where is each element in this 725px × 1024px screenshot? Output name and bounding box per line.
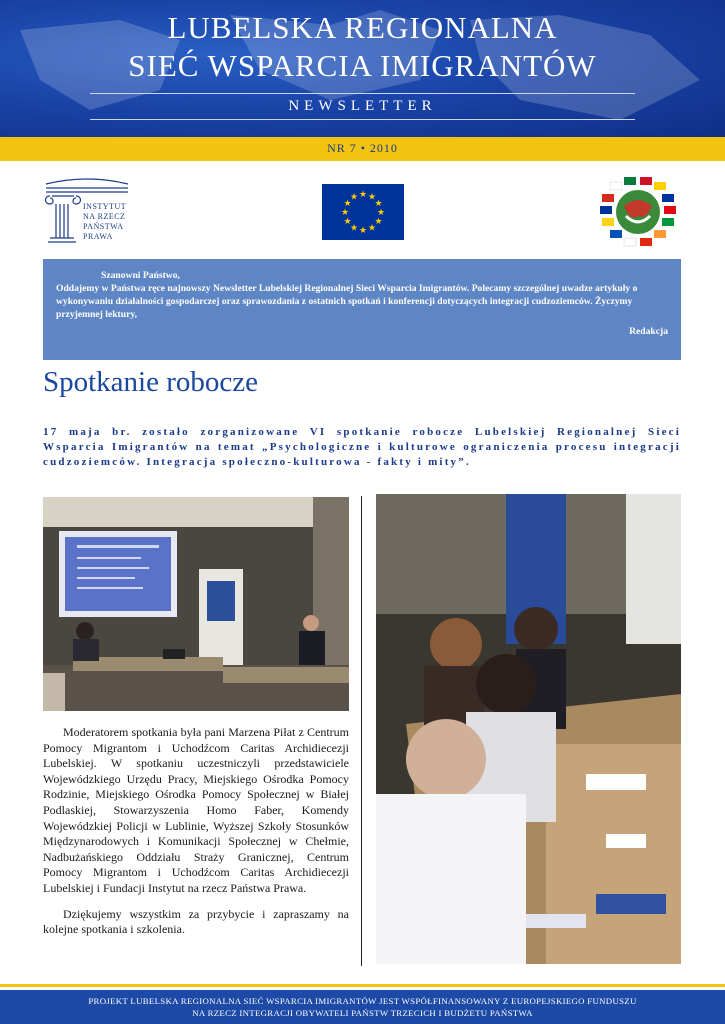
ipp-logo-text xyxy=(83,202,126,242)
ipp-logo-line3: PAŃSTWA xyxy=(83,222,124,231)
newsletter-label: NEWSLETTER xyxy=(288,98,437,114)
svg-text:★: ★ xyxy=(340,208,350,218)
flags-globe-logo xyxy=(596,176,680,248)
svg-text:★: ★ xyxy=(374,199,383,209)
funding-footer xyxy=(0,990,725,1024)
footer-yellow-rule xyxy=(0,984,725,987)
intro-body: Oddajemy w Państwa ręce najnowszy Newsletter Lubelskiej Regionalnej Sieci Wsparcia Imigrantów. Polecamy szczególnej uwadze artykuły o wykonywaniu działalności gospodarczej oraz sprawozdania z ostatnich spotkań i konferencji dotyczących integracji cudzoziemców. Życzymy przyjemnej lektury, xyxy=(56,283,638,320)
article-paragraph-2: Dziękujemy wszystkim za przybycie i zapraszamy na kolejne spotkania i szkolenia. xyxy=(43,906,349,937)
masthead-title-line2: SIEĆ WSPARCIA IMIGRANTÓW xyxy=(128,48,597,83)
article-paragraph-1: Moderatorem spotkania była pani Marzena Piłat z Centrum Pomocy Migrantom i Uchodźcom Caritas Archidiecezji Lubelskiej. W spotkaniu uczestniczyli przedstawiciele Wojewódzkiego Urzędu Pracy, Miejskiego Ośrodka Pomocy Rodzinie, Miejskiego Ośrodka Pomocy Społecznej w Białej Podlaskiej, Stowarzyszenia Homo Faber, Komendy Wojewódzkiej Policji w Lublinie, Wyższej Szkoły Stosunków Międzynarodowych i Komunikacji Społecznej w Chełmie, Nadbużańskiego Oddziału Straży Granicznej, Centrum Pomocy Migrantom i Uchodźcom Caritas Archidiecezji Lubelskiej i Fundacji Instytut na rzecz Państwa Prawa. xyxy=(43,725,349,895)
intro-box xyxy=(43,259,681,360)
masthead-title-line1: LUBELSKA REGIONALNA xyxy=(167,10,558,45)
intro-salutation: Szanowni Państwo, xyxy=(101,270,180,281)
svg-text:★: ★ xyxy=(349,192,359,203)
article-body xyxy=(43,725,349,948)
footer-line-2: NA RZECZ INTEGRACJI OBYWATELI PAŃSTW TRZECICH I BUDŻETU PAŃSTWA xyxy=(192,1008,533,1018)
eu-stars-icon xyxy=(322,184,404,240)
svg-text:★: ★ xyxy=(343,217,352,227)
svg-text:★: ★ xyxy=(367,223,377,234)
ipp-logo-line1: INSTYTUT xyxy=(83,202,127,211)
newsletter-header xyxy=(0,0,725,137)
svg-text:★: ★ xyxy=(367,192,377,203)
eu-flag-logo xyxy=(322,184,404,240)
footer-line-1: PROJEKT LUBELSKA REGIONALNA SIEĆ WSPARCIA IMIGRANTÓW JEST WSPÓŁFINANSOWANY Z EUROPEJSKIEGO FUNDUSZU xyxy=(88,996,637,1006)
svg-text:★: ★ xyxy=(343,199,352,209)
ipp-logo-line2: NA RZECZ xyxy=(83,212,126,221)
header-divider-bottom xyxy=(90,119,635,120)
meeting-photo-participants xyxy=(376,494,681,964)
intro-signature: Redakcja xyxy=(629,326,668,337)
issue-number: NR 7 • 2010 xyxy=(327,141,398,155)
svg-text:★: ★ xyxy=(376,208,386,218)
article-lead: 17 maja br. zostało zorganizowane VI spotkanie robocze Lubelskiej Regionalnej Sieci Wsparcia Imigrantów na temat „Psychologiczne i kulturowe ograniczenia procesu integracji cudzoziemców. Integracja społeczno-kulturowa - fakty i mity”. xyxy=(43,426,681,468)
svg-text:★: ★ xyxy=(358,226,368,236)
svg-text:★: ★ xyxy=(349,223,359,234)
ipp-logo-line4: PRAWA xyxy=(83,232,113,241)
meeting-photo-presentation xyxy=(43,497,349,711)
svg-text:★: ★ xyxy=(374,217,383,227)
header-divider-top xyxy=(90,93,635,94)
column-divider xyxy=(361,496,362,966)
article-title: Spotkanie robocze xyxy=(43,366,259,398)
svg-text:★: ★ xyxy=(358,190,368,200)
